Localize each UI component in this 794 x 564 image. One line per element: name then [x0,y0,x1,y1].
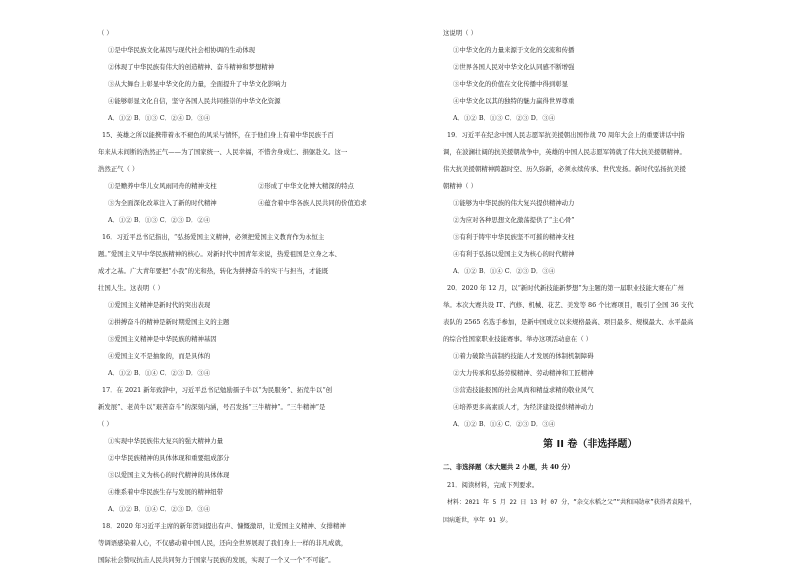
q18-stem-3: 国际社会赞叹抗击人民共同努力于国家与民族的发展，实现了一个又一个“不可能”。 [98,556,335,564]
q18-option-2: ②世界各国人民对中华文化认同感不断增强 [453,63,575,71]
q15-option-2: ②形成了中华文化博大精深的特点 [258,182,354,190]
q16-stem-1: 16．习近平总书记指出，“弘扬爱国主义精神，必须把爱国主义教育作为永恒主 [102,233,325,241]
q17-option-1: ①实现中华民族伟大复兴的强大精神力量 [108,437,224,445]
q16-option-2: ②拼搏奋斗的精神是新时期爱国主义的主题 [108,318,230,326]
q19-stem-2: 调，在波澜壮阔的抗美援朝战争中，英雄的中国人民志愿军铸就了伟大抗美援朝精神。 [443,148,686,156]
q16-choices: A．①② B．①④ C．②③ D．③④ [108,369,211,377]
q15-option-3: ③为全面深化改革注入了新的时代精神 [108,199,217,207]
q18-stem-2: 等调语感染着人心，不仅感动着中国人民，还向全世界展现了我们身上一样的非凡成就， [98,539,348,547]
q14-option-1: ①是中华民族文化基因与现代社会相协调的生动体现 [108,46,255,54]
q19-stem-4: 朝精神（ ） [443,182,477,190]
q14-choices: A．①② B．①③ C．②④ D．③④ [108,114,211,122]
q21-material-2: 因病逝世，享年 91 岁。 [443,517,512,524]
q16-stem-4: 壮国人生。这表明（ ） [98,284,164,292]
q19-option-1: ①能够为中华民族的伟大复兴提供精神动力 [453,199,575,207]
q15-option-4: ④蕴含着中华各族人民共同的价值追求 [258,199,367,207]
q15-stem-1: 15、英雄之所以能携带着永不褪色的风采与情怀，在于他们身上有着中华民族千百 [102,131,334,139]
q20-option-4: ④培养更多高素质人才，为经济建设提供精神动力 [453,403,594,411]
q18-lead: 这说明（ ） [443,29,477,37]
q20-option-1: ①着力破除当前制约技能人才发展的体制机制障碍 [453,352,594,360]
q17-choices: A．①② B．①④ C．②③ D．③④ [108,505,211,513]
q17-option-4: ④维系着中华民族生存与发展的精神纽带 [108,488,224,496]
q19-option-4: ④有利于弘扬以爱国主义为核心的时代精神 [453,250,575,258]
q18-option-4: ④中华文化以其的独特的魅力赢得世界尊重 [453,97,575,105]
q20-option-2: ②大力传承和弘扬劳模精神、劳动精神和工匠精神 [453,369,594,377]
q17-option-2: ②中华民族精神的具体体现和重要组成部分 [108,454,230,462]
q18-stem-1: 18．2020 年习近平主席的新年贺词提出有声、慷慨激昂，让爱国主义精神、女排精神 [102,522,346,530]
q15-choices: A．①② B．①③ C．②③ D．②④ [108,216,211,224]
q21-material-1: 材料：2021 年 5 月 22 日 13 时 07 分，“杂交水稻之父”“共和国勋章”获得者袁隆平， [447,499,696,506]
q20-choices: A．①② B．①④ C．②③ D．③④ [453,420,556,428]
part2-subtitle: 二、非选择题（本大题共 2 小题，共 40 分） [443,463,574,471]
q16-stem-3: 成才之基。广大青年要把“小我”的光和热，转化为拼搏奋斗的实干与担当，才能既 [98,267,329,275]
q20-stem-3: 表队的 2565 名选手参加，是新中国成立以来规格最高、项目最多、规模最大、水平最高 [443,318,694,326]
q18-choices: A．①② B．①③ C．②③ D．③④ [453,114,556,122]
q18-option-3: ③中华文化的价值在文化传播中得到彰显 [453,80,569,88]
q17-stem-3: （ ） [98,420,113,428]
q15-option-1: ①是赡养中华儿女风雨同舟的精神支柱 [108,182,217,190]
q21-stem: 21．阅读材料，完成下列要求。 [447,481,539,489]
q17-stem-1: 17．在 2021 新年致辞中，习近平总书记勉励孺子牛以“为民服务”、拓荒牛以“创 [102,386,332,394]
q17-stem-2: 新发展”、老黄牛以“艰苦奋斗”的深刻内涵，号召发扬“三牛精神”。“三牛精神”是 [98,403,326,411]
q17-option-3: ③以爱国主义为核心的时代精神的具体体现 [108,471,230,479]
q20-option-3: ③营造技能报国的社会风尚和精益求精的敬业风气 [453,386,594,394]
q14-option-2: ②体现了中华民族有伟大的创造精神、奋斗精神和梦想精神 [108,63,275,71]
q14-paren: （ ） [98,29,113,37]
q18-option-1: ①中华文化的力量来源于文化的交流和传播 [453,46,575,54]
q20-stem-2: 举。本次大赛共设 IT、汽修、机械、花艺、美发等 86 个比赛项目，吸引了全国 36 支代 [443,301,694,309]
q16-option-3: ③爱国主义精神是中华民族的精神基因 [108,335,217,343]
q19-stem-3: 伟大抗美援朝精神跨越时空、历久弥新，必须永续传承、世代发扬。新时代弘扬抗美援 [443,165,686,173]
q19-stem-1: 19．习近平在纪念中国人民志愿军抗美援朝出国作战 70 周年大会上的重要讲话中指 [447,131,685,139]
q20-stem-1: 20．2020 年 12 月，以“新时代新技能新梦想”为主题的第一届职业技能大赛在广州 [447,284,684,292]
q14-option-4: ④能够彰显文化自信，坚守各国人民共同推崇的中华文化资源 [108,97,281,105]
q15-stem-2: 年来从未间断的浩然正气——为了国家统一、人民幸福，不惜舍身成仁、捐躯赴义。这一 [98,148,348,156]
q20-stem-4: 的综合性国家职业技能赛事。举办这项活动意在（ ） [443,335,593,343]
q14-option-3: ③从大舞台上彰显中华文化的力量，全面提升了中华文化影响力 [108,80,287,88]
q15-stem-3: 浩然正气（ ） [98,165,139,173]
q16-option-4: ④爱国主义不是抽象的，而是具体的 [108,352,211,360]
q19-option-3: ③有利于铸牢中华民族坚不可摧的精神支柱 [453,233,575,241]
q19-choices: A．①② B．①④ C．②③ D．③④ [453,267,556,275]
q16-option-1: ①爱国主义精神是新时代的突出表现 [108,301,211,309]
part2-title: 第 II 卷（非选择题） [543,439,638,450]
q16-stem-2: 题。”爱国主义早中华民族精神的核心。对新时代中国青年来说，热爱祖国是立身之本、 [98,250,341,258]
q19-option-2: ②为应对各种思想文化激荡提供了“主心骨” [453,216,575,224]
